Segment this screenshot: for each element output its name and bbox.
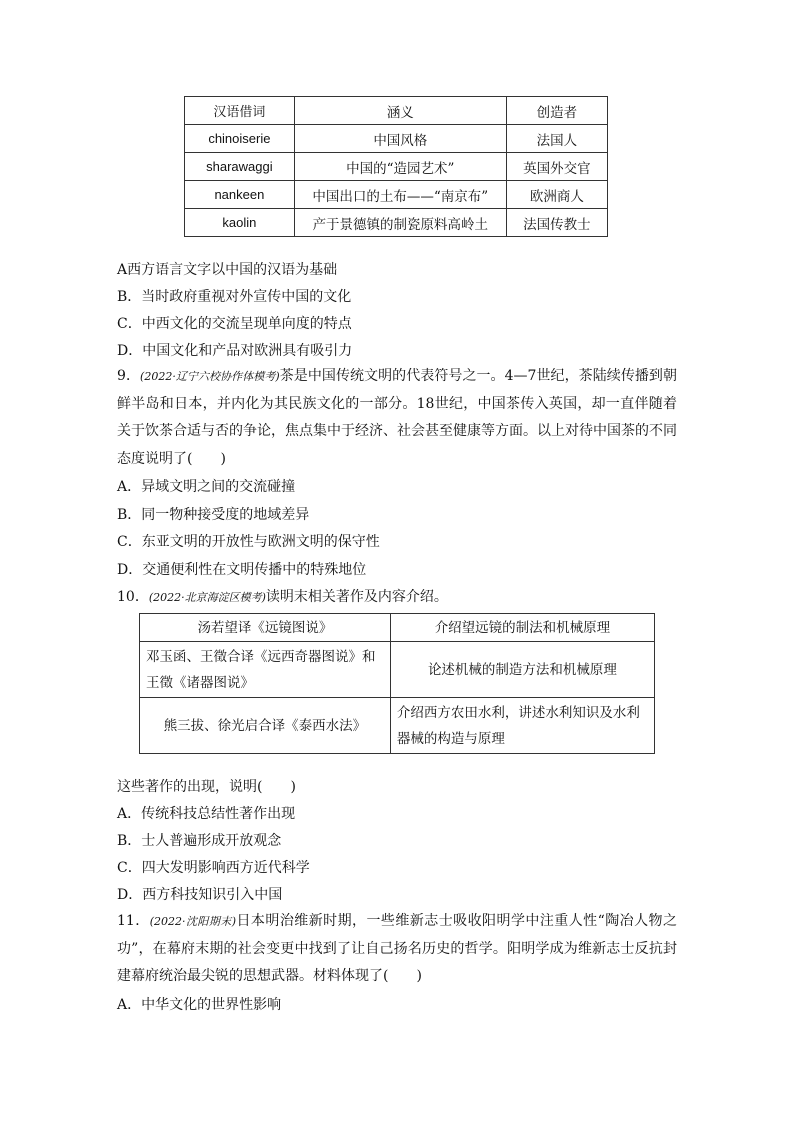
q10-question: 这些著作的出现，说明( ) xyxy=(117,779,296,795)
table-cell: 中国的“造园艺术” xyxy=(294,153,506,181)
q11-option-a: A．中华文化的世界性影响 xyxy=(117,997,282,1013)
table-cell: 介绍西方农田水利，讲述水利知识及水利器械的构造与原理 xyxy=(390,698,654,754)
table-header-row xyxy=(185,97,608,125)
table-row xyxy=(185,125,608,153)
question-source: (2022·北京海淀区模考) xyxy=(148,591,266,604)
table-cell: 论述机械的制造方法和机械原理 xyxy=(390,642,654,698)
q9-option-b: B．同一物种接受度的地域差异 xyxy=(117,507,310,523)
table-row xyxy=(185,153,608,181)
q9-stem xyxy=(117,363,677,473)
q9-option-a: A．异域文明之间的交流碰撞 xyxy=(117,479,296,495)
question-source: (2022·辽宁六校协作体模考) xyxy=(140,370,280,383)
header-cell: 创造者 xyxy=(506,97,607,125)
table-cell: 熊三拔、徐光启合译《泰西水法》 xyxy=(140,698,391,754)
table-cell: 法国传教士 xyxy=(506,209,607,237)
table-cell: chinoiserie xyxy=(185,125,295,153)
table-cell: sharawaggi xyxy=(185,153,295,181)
table-cell: 中国风格 xyxy=(294,125,506,153)
header-cell: 涵义 xyxy=(294,97,506,125)
table-cell: nankeen xyxy=(185,181,295,209)
table-row xyxy=(185,181,608,209)
table-cell: kaolin xyxy=(185,209,295,237)
question-source: (2022·沈阳期末) xyxy=(149,915,237,928)
question-text: 日本明治维新时期，一些维新志士吸收阳明学中注重人性“陶冶人物之功”，在幕府末期的社会变更中找到了让自己扬名历史的哲学。阳明学成为维新志士反抗封建幕府统治最尖锐的思想武器。材料体现了( ) xyxy=(117,913,678,984)
q10-option-d: D．西方科技知识引入中国 xyxy=(117,887,283,903)
q8-option-d: D．中国文化和产品对欧洲具有吸引力 xyxy=(117,343,353,359)
loanword-table xyxy=(184,96,608,237)
table-row xyxy=(185,209,608,237)
table-row xyxy=(140,614,655,642)
question-number: 9． xyxy=(117,368,141,384)
q10-option-a: A．传统科技总结性著作出现 xyxy=(117,806,296,822)
question-text: 读明末相关著作及内容介绍。 xyxy=(265,589,448,605)
q9-option-c: C．东亚文明的开放性与欧洲文明的保守性 xyxy=(117,534,380,550)
q10-option-c: C．四大发明影响西方近代科学 xyxy=(117,860,310,876)
q10-stem xyxy=(117,587,448,608)
q8-option-c: C．中西文化的交流呈现单向度的特点 xyxy=(117,316,352,332)
question-number: 11． xyxy=(117,913,150,929)
works-table xyxy=(139,613,655,754)
q9-option-d: D．交通便利性在文明传播中的特殊地位 xyxy=(117,562,367,578)
question-text: 茶是中国传统文明的代表符号之一。4—7世纪，茶陆续传播到朝鲜半岛和日本，并内化为其民族文化的一部分。18世纪，中国茶传入英国，却一直伴随着关于饮茶合适与否的争论，焦点集中于经济、社会甚至健康等方面。以上对待中国茶的不同态度说明了( ) xyxy=(117,368,677,467)
table-cell: 邓玉函、王徵合译《远西奇器图说》和王徵《诸器图说》 xyxy=(140,642,391,698)
table-row xyxy=(140,698,655,754)
table-cell: 英国外交官 xyxy=(506,153,607,181)
table-cell: 汤若望译《远镜图说》 xyxy=(140,614,391,642)
q8-option-a: A西方语言文字以中国的汉语为基础 xyxy=(117,262,338,278)
header-cell: 汉语借词 xyxy=(185,97,295,125)
table-cell: 产于景德镇的制瓷原料高岭土 xyxy=(294,209,506,237)
q8-option-b: B．当时政府重视对外宣传中国的文化 xyxy=(117,289,352,305)
table-cell: 中国出口的土布——“南京布” xyxy=(294,181,506,209)
table-cell: 欧洲商人 xyxy=(506,181,607,209)
table-cell: 法国人 xyxy=(506,125,607,153)
table-row xyxy=(140,642,655,698)
question-number: 10． xyxy=(117,589,149,605)
table-cell: 介绍望远镜的制法和机械原理 xyxy=(390,614,654,642)
q11-stem xyxy=(117,908,677,991)
q10-option-b: B．士人普遍形成开放观念 xyxy=(117,833,282,849)
